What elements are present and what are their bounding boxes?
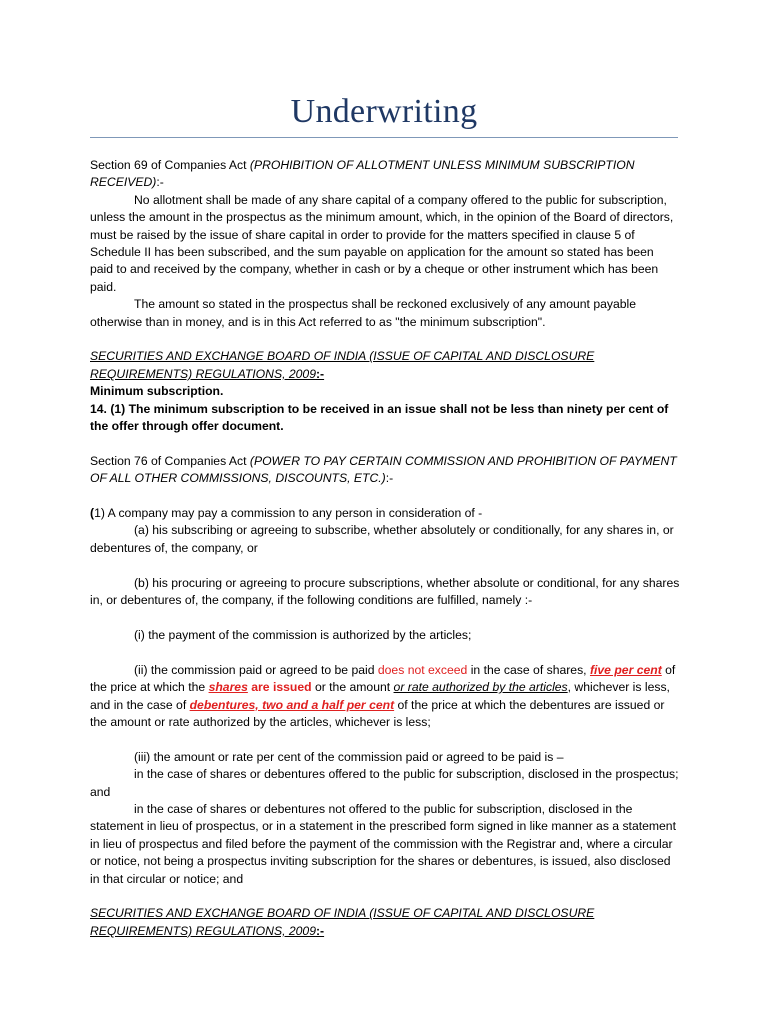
clause-ii: (ii) the commission paid or agreed to be paid does not exceed in the case of shares, five per cent of the price at which the shares are issued or the amount or rate authorized by the articles, whichever is less, and in the case of debentures, two and a half per cent of the price at which the debentures are issued or the amount or rate authorized by the articles, whichever is less; bbox=[90, 662, 676, 729]
sebi-heading-2: SECURITIES AND EXCHANGE BOARD OF INDIA (ISSUE OF CAPITAL AND DISCLOSURE REQUIREMENTS) REGULATIONS, 2009:- bbox=[90, 906, 595, 938]
highlight-five-per-cent: five per cent bbox=[589, 662, 662, 677]
section-69-heading: Section 69 of Companies Act (PROHIBITION OF ALLOTMENT UNLESS MINIMUM SUBSCRIPTION RECEIVED):- bbox=[90, 158, 635, 190]
clause-b: (b) his procuring or agreeing to procure subscriptions, whether absolute or conditional, for any shares in, or debentures of, the company, if the following conditions are fulfilled, namely :- bbox=[90, 575, 680, 608]
highlight-debentures-rate: debentures, two and a half per cent bbox=[189, 697, 395, 712]
regulation-14: 14. (1) The minimum subscription to be received in an issue shall not be less than ninety per cent of the offer through offer document. bbox=[90, 401, 669, 434]
section-69-para-2: The amount so stated in the prospectus shall be reckoned exclusively of any amount payable otherwise than in money, and is in this Act referred to as "the minimum subscription". bbox=[90, 297, 637, 329]
sebi-heading-1: SECURITIES AND EXCHANGE BOARD OF INDIA (ISSUE OF CAPITAL AND DISCLOSURE REQUIREMENTS) REGULATIONS, 2009:- bbox=[90, 349, 595, 381]
clause-i: (i) the payment of the commission is authorized by the articles; bbox=[134, 627, 472, 642]
highlight-rate-authorized: or rate authorized by the articles bbox=[393, 680, 568, 695]
highlight-does-not-exceed: does not exceed bbox=[377, 662, 468, 677]
clause-iii-part-1: in the case of shares or debentures offered to the public for subscription, disclosed in the prospectus; and bbox=[90, 767, 679, 799]
title-rule bbox=[90, 137, 678, 138]
clause-a: (a) his subscribing or agreeing to subscribe, whether absolutely or conditionally, for any shares in, or debentures of, the company, or bbox=[90, 523, 674, 555]
highlight-shares: shares bbox=[208, 680, 248, 695]
minimum-subscription-subheading: Minimum subscription. bbox=[90, 384, 224, 399]
highlight-are-issued: are issued bbox=[251, 680, 312, 695]
document-body bbox=[90, 157, 680, 940]
section-76-clause-1: (1) A company may pay a commission to any person in consideration of - bbox=[90, 506, 483, 521]
clause-iii: (iii) the amount or rate per cent of the commission paid or agreed to be paid is – bbox=[134, 749, 564, 764]
section-76-heading: Section 76 of Companies Act (POWER TO PAY CERTAIN COMMISSION AND PROHIBITION OF PAYMENT OF ALL OTHER COMMISSIONS, DISCOUNTS, ETC.):- bbox=[90, 453, 677, 486]
document-title: Underwriting bbox=[290, 93, 478, 130]
clause-iii-part-2: in the case of shares or debentures not offered to the public for subscription, disclosed in the statement in lieu of prospectus, or in a statement in the prescribed form signed in like manner as a statement in lieu of prospectus and filed before the payment of the commission with the Registrar and, where a circular or notice, not being a prospectus inviting subscription for the shares or debentures, is issued, also disclosed in that circular or notice; and bbox=[90, 801, 676, 886]
section-69-para-1: No allotment shall be made of any share capital of a company offered to the public for subscription, unless the amount in the prospectus as the minimum amount, which, in the opinion of the Board of directors, must be raised by the issue of share capital in order to provide for the matters specified in clause 5 of Schedule II has been subscribed, and the sum payable on application for the amount so stated has been paid to and received by the company, whether in cash or by a cheque or other instrument which has been paid. bbox=[90, 192, 674, 294]
